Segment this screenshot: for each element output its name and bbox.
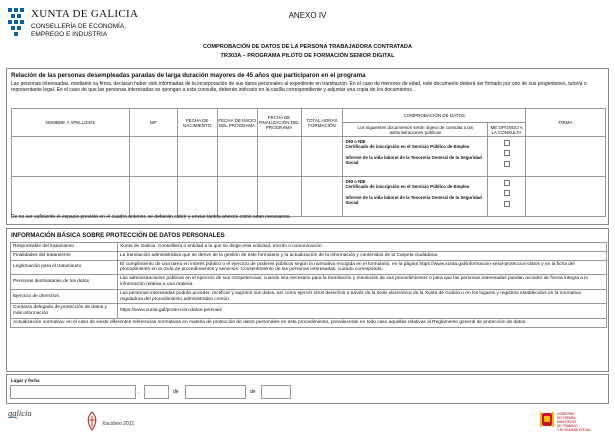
hours-cell[interactable] [301,137,343,177]
table-row [11,304,607,319]
oppose-checkbox[interactable] [504,190,510,196]
day-input[interactable] [144,385,169,399]
start-date-cell[interactable] [217,177,257,217]
gob-line-4: DE TRABAJO [557,424,578,428]
oppose-checkbox[interactable] [504,140,510,146]
persons-section [6,68,609,225]
privacy-link[interactable]: https://www.xunta.gal/proteccion-datos-persoais [118,304,607,319]
privacy-key: Ejercicio de derechos [11,289,118,304]
de-separator-2: de [250,389,256,395]
spain-coat-of-arms-icon [540,410,554,430]
xacobeo-text: Xacobeo 2021 [102,421,135,427]
name-cell[interactable] [12,137,130,177]
org-title: XUNTA DE GALICIA [31,8,139,20]
galicia-underline-icon [9,416,17,420]
table-row [11,251,607,260]
privacy-table [10,242,607,328]
org-sub-line-2: EMPREGO E INDUSTRIA [31,31,108,38]
documents-list [343,137,488,177]
table-row [12,137,606,177]
end-date-cell[interactable] [257,137,301,177]
privacy-value: Las personas interesadas podrán acceder, rectificar y suprimir sus datos, así como ejercer otros derechos a través de la sede electrónica de la Xunta de Galicia o en los lugares y registros establecidos en la normativa reguladora del procedimiento administrativo común. [118,289,607,304]
oppose-checks [488,177,526,217]
oppose-checkbox[interactable] [504,150,510,156]
xacobeo-emblem-icon [85,411,99,431]
doc-work-history: Informe de la vida laboral de la Tesorería General de la Seguridad Social [345,154,482,166]
privacy-section [6,228,609,372]
doc-employment-cert: Certificado de inscripción en el Servicio Público de Empleo [345,184,470,190]
document-subtitle: TR303A – PROGRAMA PILOTO DE FORMACIÓN SENIOR DIGITAL [220,53,395,59]
start-date-cell[interactable] [217,137,257,177]
col-birth-date: FECHA DE NACIMIENTO [177,109,217,137]
col-oppose: ME OPONGO A LA CONSULTA [488,123,526,137]
oppose-checkbox[interactable] [504,161,510,167]
col-signature: FIRMA [526,109,606,137]
persons-table [11,108,606,217]
name-cell[interactable] [12,177,130,217]
gob-line-1: GOBIERNO [557,412,575,416]
col-end-date: FECHA DE FINALIZACIÓN DEL PROGRAMA [257,109,301,137]
privacy-title: INFORMACIÓN BÁSICA SOBRE PROTECCIÓN DE DATOS PERSONALES [11,232,225,239]
table-row [11,243,607,252]
oppose-checks [488,137,526,177]
gobierno-text [557,412,605,432]
place-date-section [6,374,609,404]
privacy-key: Finalidades del tratamiento [11,251,118,260]
persons-title: Relación de las personas desempleadas paradas de larga duración mayores de 45 años que participaron en el programa [11,72,366,79]
year-input[interactable] [261,385,291,399]
gob-line-3: MINISTERIO [557,420,577,424]
privacy-key: Contacto delegado de protección de datos y más información [11,304,118,319]
oppose-checkbox[interactable] [504,180,510,186]
month-input[interactable] [185,385,246,399]
privacy-key: Responsable del tratamiento [11,243,118,252]
gob-line-5: Y ECONOMÍA SOCIAL [557,428,591,432]
privacy-value: Xunta de Galicia. Consellería o entidad a la que se dirige esta solicitud, escrito o comunicación. [118,243,607,252]
place-input[interactable] [10,385,136,399]
privacy-value: Las administraciones públicas en el ejercicio de sus competencias, cuando sea necesario para la tramitación y resolución de sus procedimientos o para que las personas interesadas puedan acceder de forma íntegra a la información relativa a una materia. [118,275,607,290]
signature-cell[interactable] [526,137,606,177]
document-title: COMPROBACIÓN DE DATOS DE LA PERSONA TRABAJADORA CONTRATADA [202,44,413,50]
de-separator-1: de [173,389,179,395]
table-row [11,275,607,290]
birth-date-cell[interactable] [177,177,217,217]
annex-label: ANEXO IV [288,11,327,20]
footer [0,404,615,439]
privacy-key: Legitimación para el tratamiento [11,260,118,275]
header [0,0,615,48]
table-row [12,177,606,217]
org-subtitle [31,23,126,39]
privacy-value: El cumplimiento de una tarea en interés público o el ejercicio de poderes públicos según la normativa recogida en el formulario, en la página https://www.xunta.gal/informacion-xeral-proteccion-datos y en la ficha del procedimiento en la Guía de procedimientos y servicios. Consentimiento de las personas interesadas, cuando corresponda. [118,260,607,275]
col-nif: NIF [129,109,177,137]
col-name: NOMBRE Y APELLIDOS [12,109,130,137]
col-data-check: COMPROBACIÓN DE DATOS [343,109,526,123]
oppose-checkbox[interactable] [504,201,510,207]
galicia-logo: galicia [8,408,32,418]
signature-cell[interactable] [526,177,606,217]
col-start-date: FECHA DE INICIO DEL PROGRAMA [217,109,257,137]
doc-dni: DNI o NIE [345,139,366,144]
hours-cell[interactable] [301,177,343,217]
doc-employment-cert: Certificado de inscripción en el Servicio Público de Empleo [345,144,470,150]
space-note: De no ser suficiente el espacio previsto en el cuadro anterior, se deberán cubrir y enviar tantos anexos como sean necesarios. [11,214,291,220]
birth-date-cell[interactable] [177,137,217,177]
privacy-key: Personas destinatarias de los datos [11,275,118,290]
regulation-update: Actualización normativa: en el caso de existir diferentes referencias normativas en materia de protección de datos personales en este procedimiento, prevalecerán en todo caso aquellas relativas al Reglamento general de protección de datos. [11,318,607,327]
gob-line-2: DE ESPAÑA [557,416,576,420]
nif-cell[interactable] [129,137,177,177]
doc-work-history: Informe de la vida laboral de la Tesorería General de la Seguridad Social [345,194,482,206]
table-row [11,289,607,304]
table-row [11,260,607,275]
col-total-hours: TOTAL HORAS FORMACIÓN [301,109,343,137]
nif-cell[interactable] [129,177,177,217]
end-date-cell[interactable] [257,177,301,217]
col-data-check-sub: Los siguientes documentos serán objeto de consulta a las administraciones públicas [343,123,488,137]
documents-list [343,177,488,217]
place-date-label: Lugar y fecha [11,378,40,383]
xacobeo-logo [85,407,155,433]
comma-separator: , [138,389,140,395]
persons-intro: Las personas interesadas, mediante su firma, declaran haber sido informadas de la incorporación de sus datos personales al expediente en tramitación. En el caso de menores de edad, este documento deberá ser firmado por uno de sus progenitores, tutor/a o representante legal. En el caso de que las personas interesadas se opongan a esta consulta, deberán indicarlo en la casilla correspondiente y adjuntar una copia de los documentos. [11,81,587,93]
gobierno-logo [540,407,610,433]
privacy-value: La tramitación administrativa que se derive de la gestión de este formulario y la actualización de la información y contenidos de la Carpeta ciudadana. [118,251,607,260]
org-sub-line-1: CONSELLERÍA DE ECONOMÍA, [31,23,126,30]
table-row [11,318,607,327]
doc-dni: DNI o NIE [345,179,366,184]
